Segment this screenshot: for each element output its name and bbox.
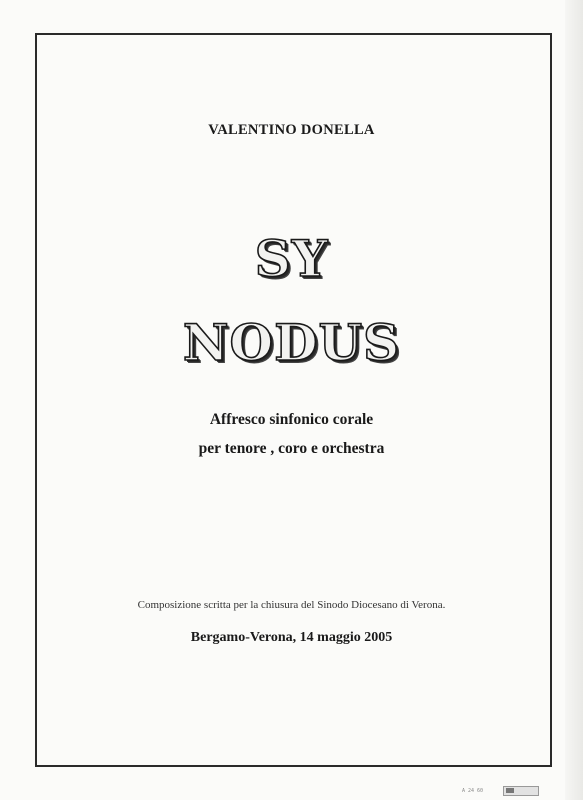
composition-note: Composizione scritta per la chiusura del Sinodo Diocesano di Verona. bbox=[137, 599, 446, 611]
archive-stamp-code: A 24 60 bbox=[462, 788, 484, 794]
subtitle-line-2: per tenore , coro e orchestra bbox=[198, 440, 385, 457]
page-edge-shadow bbox=[565, 0, 583, 800]
place-and-date: Bergamo-Verona, 14 maggio 2005 bbox=[190, 630, 393, 645]
title-line-2: NODUS bbox=[182, 313, 401, 372]
composer-name: VALENTINO DONELLA bbox=[208, 122, 375, 138]
page-border-frame bbox=[35, 33, 552, 767]
archive-stamp-badge bbox=[503, 786, 539, 796]
title-line-1: SY bbox=[254, 229, 329, 288]
subtitle-line-1: Affresco sinfonico corale bbox=[209, 411, 374, 428]
